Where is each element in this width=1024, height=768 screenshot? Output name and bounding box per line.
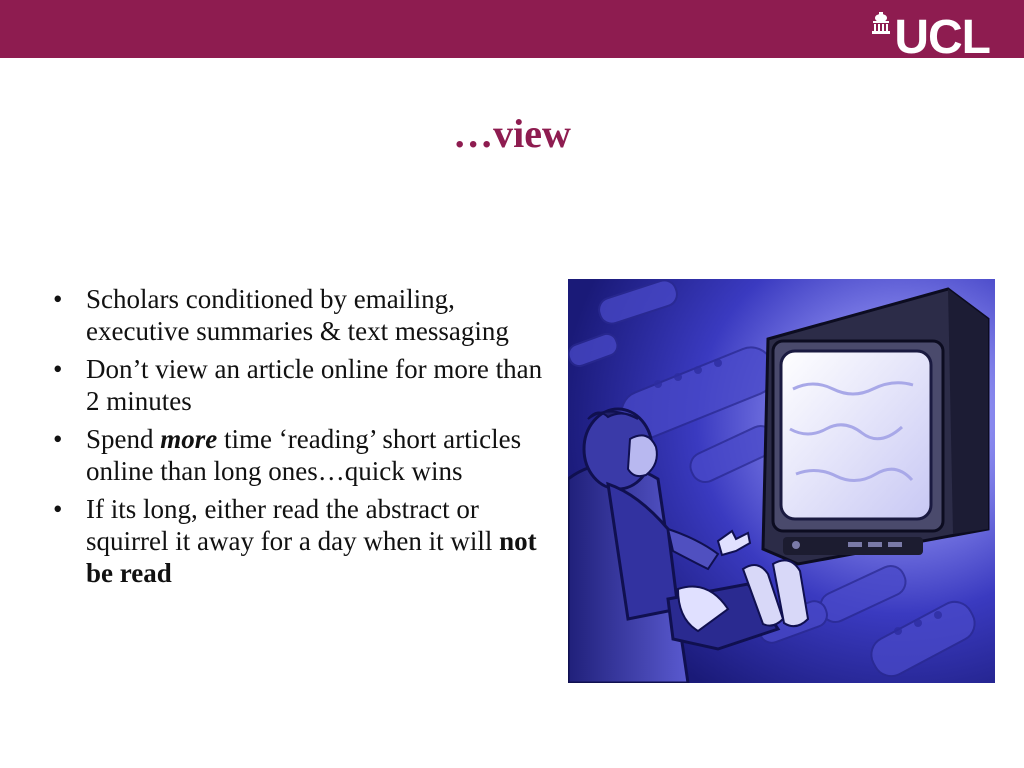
bullet-icon: • [53, 424, 63, 454]
bullet-text-before: Spend [86, 424, 161, 454]
bullet-list [50, 283, 550, 595]
bullet-icon: • [53, 354, 63, 384]
slide-title: …view [453, 111, 571, 156]
bullet-emphasis: not be read [86, 526, 537, 588]
bullet-item [50, 283, 550, 347]
bullet-emphasis: more [160, 424, 218, 454]
bullet-item [50, 423, 550, 487]
logo-text: UCL [894, 11, 990, 64]
bullet-item [50, 353, 550, 417]
bullet-icon: • [53, 494, 63, 524]
ucl-logo [872, 11, 990, 64]
portico-icon [872, 12, 890, 34]
bullet-text-before: If its long, either read the abstract or squirrel it away for a day when it will [86, 494, 500, 556]
bullet-text-after: time ‘reading’ short articles online than long ones…quick wins [86, 424, 522, 486]
tv-set [763, 289, 988, 564]
bullet-item [50, 493, 550, 589]
bullet-icon: • [53, 284, 63, 314]
header-band [0, 0, 1024, 64]
bullet-text: Scholars conditioned by emailing, executive summaries & text messaging [86, 284, 509, 346]
boy-watching-tv-illustration [568, 279, 995, 683]
bullet-text: Don’t view an article online for more than 2 minutes [86, 354, 543, 416]
